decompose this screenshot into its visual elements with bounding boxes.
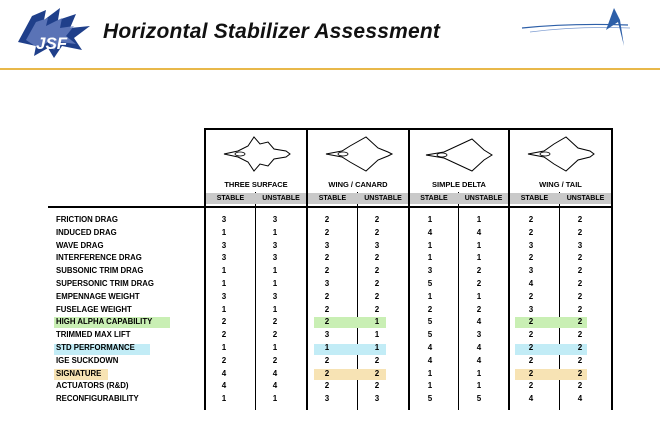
jsf-logo (14, 4, 94, 62)
table-cell: 5 (427, 317, 433, 327)
table-cell: 3 (324, 394, 330, 404)
table-cell: 1 (324, 343, 330, 352)
row-label: SUBSONIC TRIM DRAG (56, 266, 144, 276)
table-cell: 4 (528, 279, 534, 288)
table-cell: 1 (427, 368, 433, 378)
simple-delta-aircraft-icon (422, 136, 494, 174)
table-cell: 2 (324, 368, 330, 378)
table-cell: 2 (324, 266, 330, 276)
table-cell: 2 (528, 317, 534, 327)
table-cell: 2 (528, 215, 534, 224)
row-label: FRICTION DRAG (56, 215, 118, 224)
table-cell: 3 (324, 279, 330, 288)
table-cell: 2 (324, 215, 330, 224)
table-cell: 2 (528, 227, 534, 237)
table-cell: 2 (577, 343, 583, 352)
table-cell: 2 (427, 304, 433, 314)
config-wing-tail: WING / TAIL (539, 180, 582, 189)
table-cell: 1 (221, 343, 227, 352)
table-cell: 2 (324, 381, 330, 391)
table-cell: 2 (577, 215, 583, 224)
subheader-stable: STABLE (318, 195, 347, 202)
table-cell: 3 (221, 240, 227, 250)
config-three-surface: THREE SURFACE (224, 180, 288, 189)
table-cell: 2 (577, 355, 583, 365)
table-cell: 2 (374, 304, 380, 314)
config-wing-canard: WING / CANARD (328, 180, 388, 189)
table-cell: 1 (427, 253, 433, 263)
table-cell: 4 (577, 394, 583, 404)
table-cell: 2 (324, 253, 330, 263)
page-title: Horizontal Stabilizer Assessment (103, 20, 441, 43)
table-cell: 2 (221, 317, 227, 327)
row-label: HIGH ALPHA CAPABILITY (56, 317, 153, 327)
table-cell: 2 (272, 330, 278, 340)
table-cell: 1 (272, 279, 278, 288)
table-cell: 2 (577, 368, 583, 378)
table-cell: 1 (272, 394, 278, 404)
table-cell: 4 (272, 368, 278, 378)
table-cell: 2 (577, 381, 583, 391)
table-cell: 4 (528, 394, 534, 404)
row-label: STD PERFORMANCE (56, 343, 135, 352)
subheader-stable: STABLE (520, 195, 549, 202)
table-cell: 3 (221, 215, 227, 224)
three-surface-aircraft-icon (220, 134, 292, 174)
table-cell: 1 (272, 343, 278, 352)
table-cell: 2 (528, 381, 534, 391)
table-cell: 2 (577, 304, 583, 314)
row-label: IGE SUCKDOWN (56, 355, 119, 365)
table-cell: 3 (528, 266, 534, 276)
table-cell: 3 (324, 240, 330, 250)
subheader-stable: STABLE (420, 195, 448, 202)
table-cell: 3 (221, 253, 227, 263)
table-cell: 2 (374, 279, 380, 288)
table-cell: 2 (374, 215, 380, 224)
table-cell: 2 (374, 253, 380, 263)
table-cell: 1 (221, 394, 227, 404)
table-cell: 2 (577, 227, 583, 237)
row-label: INDUCED DRAG (56, 227, 117, 237)
table-cell: 5 (427, 279, 433, 288)
table-cell: 4 (476, 227, 482, 237)
table-cell: 3 (221, 291, 227, 301)
table-cell: 2 (324, 317, 330, 327)
table-cell: 2 (324, 355, 330, 365)
table-cell: 3 (476, 330, 482, 340)
row-label: FUSELAGE WEIGHT (56, 304, 132, 314)
table-cell: 3 (374, 394, 380, 404)
config-simple-delta: SIMPLE DELTA (432, 180, 486, 189)
table-cell: 1 (374, 330, 380, 340)
star-swoosh-logo (520, 6, 632, 50)
table-cell: 4 (427, 355, 433, 365)
table-cell: 4 (476, 343, 482, 352)
table-cell: 2 (577, 317, 583, 327)
table-cell: 3 (427, 266, 433, 276)
table-cell: 1 (374, 343, 380, 352)
table-cell: 3 (324, 330, 330, 340)
table-cell: 2 (528, 330, 534, 340)
table-cell: 2 (577, 253, 583, 263)
table-cell: 3 (272, 291, 278, 301)
table-cell: 2 (577, 266, 583, 276)
table-cell: 2 (374, 381, 380, 391)
logo-text: JSF (36, 34, 68, 53)
table-cell: 2 (374, 291, 380, 301)
table-cell: 2 (528, 343, 534, 352)
table-cell: 1 (476, 291, 482, 301)
table-cell: 2 (528, 291, 534, 301)
table-cell: 4 (427, 343, 433, 352)
table-cell: 1 (221, 227, 227, 237)
table-cell: 2 (528, 368, 534, 378)
row-label: EMPENNAGE WEIGHT (56, 291, 140, 301)
table-cell: 5 (427, 394, 433, 404)
table-cell: 4 (427, 227, 433, 237)
table-cell: 2 (577, 279, 583, 288)
subheader-stable: STABLE (216, 195, 245, 202)
table-cell: 2 (374, 368, 380, 378)
header-rule (0, 68, 660, 70)
stabilizer-assessment-table (48, 128, 613, 410)
table-cell: 2 (528, 355, 534, 365)
table-cell: 2 (221, 355, 227, 365)
table-cell: 1 (476, 240, 482, 250)
table-cell: 5 (427, 330, 433, 340)
table-cell: 1 (272, 304, 278, 314)
table-cell: 1 (427, 291, 433, 301)
table-cell: 4 (272, 381, 278, 391)
table-cell: 1 (221, 304, 227, 314)
subheader-unstable: UNSTABLE (262, 195, 300, 202)
table-cell: 2 (272, 355, 278, 365)
table-cell: 1 (221, 266, 227, 276)
table-cell: 3 (528, 240, 534, 250)
table-cell: 1 (476, 253, 482, 263)
table-cell: 2 (476, 266, 482, 276)
table-cell: 1 (221, 279, 227, 288)
table-cell: 2 (374, 227, 380, 237)
table-cell: 1 (476, 368, 482, 378)
table-cell: 3 (272, 253, 278, 263)
table-cell: 2 (476, 279, 482, 288)
table-cell: 1 (476, 215, 482, 224)
table-cell: 4 (476, 317, 482, 327)
table-cell: 1 (272, 266, 278, 276)
table-cell: 2 (577, 291, 583, 301)
table-cell: 2 (374, 355, 380, 365)
table-cell: 3 (272, 215, 278, 224)
table-cell: 2 (221, 330, 227, 340)
table-cell: 2 (577, 330, 583, 340)
row-label: SUPERSONIC TRIM DRAG (56, 279, 154, 288)
table-cell: 1 (427, 240, 433, 250)
row-label: ACTUATORS (R&D) (56, 381, 129, 391)
wing-tail-aircraft-icon (524, 134, 596, 174)
table-cell: 2 (374, 266, 380, 276)
table-cell: 2 (324, 227, 330, 237)
table-cell: 3 (272, 240, 278, 250)
wing-canard-aircraft-icon (322, 134, 394, 174)
row-label: WAVE DRAG (56, 240, 104, 250)
table-cell: 3 (577, 240, 583, 250)
table-cell: 4 (221, 368, 227, 378)
table-cell: 1 (427, 215, 433, 224)
table-cell: 3 (374, 240, 380, 250)
table-cell: 1 (272, 227, 278, 237)
table-cell: 3 (528, 304, 534, 314)
row-label: INTERFERENCE DRAG (56, 253, 142, 263)
table-cell: 5 (476, 394, 482, 404)
subheader-unstable: UNSTABLE (464, 195, 503, 202)
row-label: TRIMMED MAX LIFT (56, 330, 131, 340)
table-cell: 2 (324, 304, 330, 314)
table-cell: 2 (272, 317, 278, 327)
subheader-unstable: UNSTABLE (364, 195, 402, 202)
table-cell: 2 (528, 253, 534, 263)
table-cell: 1 (427, 381, 433, 391)
row-label: SIGNATURE (56, 368, 102, 378)
table-cell: 2 (476, 304, 482, 314)
table-cell: 2 (324, 291, 330, 301)
subheader-unstable: UNSTABLE (566, 195, 605, 202)
table-cell: 1 (374, 317, 380, 327)
table-cell: 4 (476, 355, 482, 365)
row-label: RECONFIGURABILITY (56, 394, 139, 404)
table-cell: 4 (221, 381, 227, 391)
table-cell: 1 (476, 381, 482, 391)
